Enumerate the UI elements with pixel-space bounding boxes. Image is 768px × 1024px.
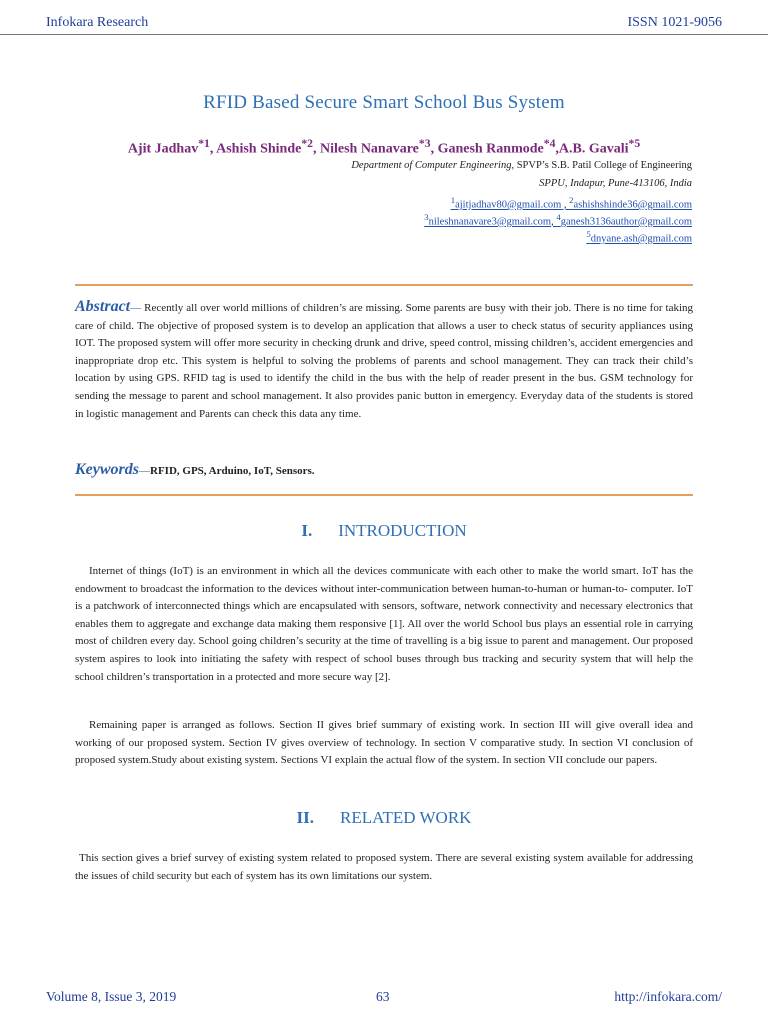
keywords-label: Keywords (75, 461, 139, 478)
email-sup: 3 (424, 212, 429, 222)
author-name: Ajit Jadhav (127, 141, 199, 157)
author-sup: *2 (301, 137, 313, 150)
abstract-text: Recently all over world millions of children’s are missing. Some parents are busy with their job. There is no time for taking care of child. The objective of proposed system is to develop an application that allows a user to check status of security appliances using IOT. The proposed system will offer more security in checking drunk and drive, speed control, missing children’s, accident emergencies and inappropriate drop etc. This system is helpful to solving the problems of parents and school management. They can track their child’s location by using GPS. RFID tag is used to identify the child in the bus with the help of reader present in the bus. GSM technology for sending the message to parent and school management. It also provides panic button in emergency. Everyday data of the students is stored in logistic management and Parents can check this data any time. (75, 302, 694, 420)
paragraph: Internet of things (IoT) is an environment in which all the devices communicate with each other to make the world smart. IoT has the endowment to broadcast the information to the devices without inter-communication between human-to-human or human-to- computer. IoT is a patchwork of interconnected things which are encapsulated with sensors, software, network connectivity and necessary electronics that enables them to aggregate and exchange data making them responsive [1]. All over the world School bus plays an essential role in carrying most of children every day. School going children’s security at the time of travelling is a big issue to parent and management. Our proposed system aspires to look into initiating the safety with respect of school buses through bus tracking and security system that will help the school children’s transportation in a protected and more secure way [2]. (75, 565, 693, 683)
section-heading-introduction (0, 521, 768, 541)
footer-url[interactable]: http://infokara.com/ (614, 989, 722, 1004)
header-rule (0, 34, 768, 35)
keywords (75, 461, 315, 479)
college: SPVP’s S.B. Patil College of Engineering (514, 160, 692, 171)
keywords-dash: — (139, 465, 150, 477)
section-number: I. (301, 521, 313, 540)
email-link[interactable]: nileshnanavare3@gmail.com (428, 216, 552, 228)
keywords-bottom-rule (75, 494, 693, 496)
abstract-dash: — (130, 302, 142, 314)
section-number: II. (296, 808, 315, 827)
author-sup: *3 (418, 137, 431, 150)
email-line-1 (451, 195, 692, 211)
footer-volume: Volume 8, Issue 3, 2019 (46, 989, 177, 1004)
author-name: Nilesh Nanavare (319, 141, 419, 157)
author-list: Ajit Jadhav$^{*1}$, Ashish Shinde$^{*2}$, Nilesh Nanavare$^{*3}$, Ganesh Ranmode$^{*4}$,A.B. Gavali$^{*5}$ (127, 137, 641, 157)
paragraph: Remaining paper is arranged as follows. Section II gives brief summary of existing work. In section III will give overall idea and working of our proposed system. Section IV gives overview of technology. In section V comparative study. In section VI conclusion of proposed system.Study about existing system. Sections VI explain the actual flow of the system. In section VII conclude our papers. (75, 719, 693, 767)
email-link[interactable]: dnyane.ash@gmail.com (590, 233, 692, 245)
email-separator: , (551, 216, 557, 228)
keywords-text: RFID, GPS, Arduino, IoT, Sensors. (150, 465, 315, 477)
email-sup: 5 (586, 229, 591, 239)
department: Department of Computer Engineering, (351, 160, 515, 171)
email-separator: , (561, 199, 570, 211)
section-title: INTRODUCTION (338, 521, 467, 540)
email-link[interactable]: ganesh3136author@gmail.com (560, 216, 692, 228)
email-link[interactable]: ashishshinde36@gmail.com (573, 199, 692, 211)
abstract (75, 298, 693, 423)
section-heading-related-work (0, 808, 768, 828)
paragraph: This section gives a brief survey of existing system related to proposed system. There are several existing system available for addressing the issues of child security but each of system has its own limitations our system. (75, 852, 693, 882)
journal-name: Infokara Research (46, 15, 149, 30)
abstract-top-rule (75, 284, 693, 286)
author-name: Ganesh Ranmode (437, 141, 544, 157)
author-name: A.B. Gavali (558, 141, 629, 157)
author-sup: *1 (198, 137, 210, 150)
email-sup: 2 (569, 195, 574, 205)
affiliation-line-1 (351, 160, 692, 171)
email-line-2 (424, 212, 692, 228)
abstract-label: Abstract (75, 298, 131, 315)
email-sup: 4 (556, 212, 561, 222)
issn: ISSN 1021-9056 (627, 15, 722, 30)
page-number: 63 (376, 989, 390, 1004)
author-sup: *4 (543, 137, 556, 150)
paper-title: RFID Based Secure Smart School Bus System (203, 92, 565, 113)
email-sup: 1 (450, 195, 456, 205)
author-sup: *5 (628, 137, 641, 150)
section-title: RELATED WORK (340, 808, 472, 827)
affiliation-line-2: SPPU, Indapur, Pune-413106, India (539, 178, 692, 189)
email-link[interactable]: ajitjadhav80@gmail.com (455, 199, 562, 211)
author-name: Ashish Shinde (216, 141, 302, 157)
email-line-3 (586, 229, 692, 245)
